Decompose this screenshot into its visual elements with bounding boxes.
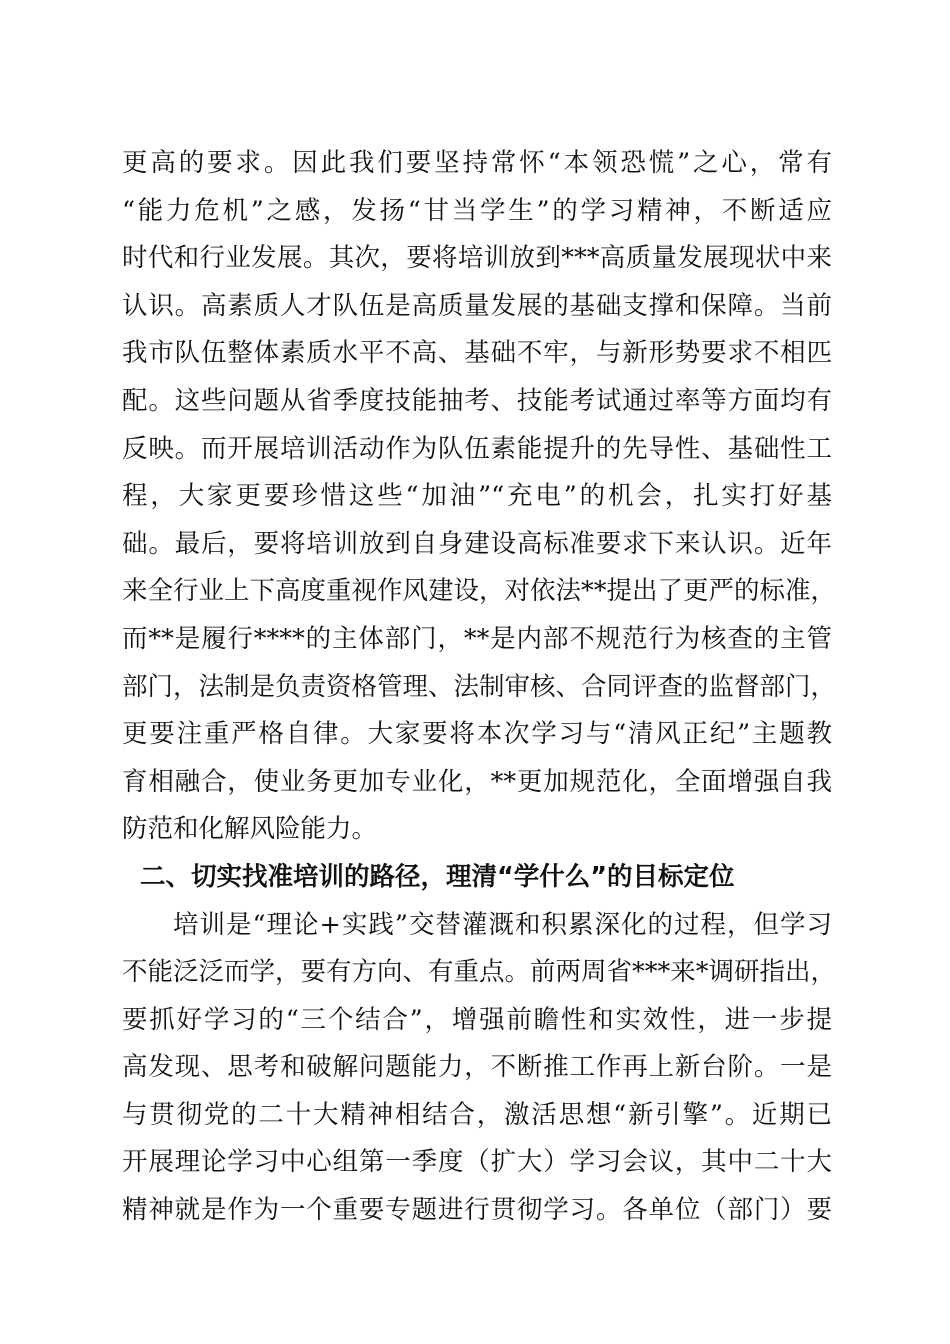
paragraph-line: 更要注重严格自律。大家要将本次学习与“清风正纪”主题教: [122, 719, 832, 750]
paragraph-line: 开展理论学习中心组第一季度（扩大）学习会议，其中二十大: [122, 1147, 832, 1178]
paragraph-line: 高发现、思考和破解问题能力，不断推工作再上新台阶。一是: [122, 1052, 832, 1083]
document-body: [122, 140, 837, 1235]
paragraph-line: 时代和行业发展。其次，要将培训放到***高质量发展现状中来: [122, 243, 832, 274]
paragraph-1: [122, 140, 837, 854]
paragraph-line: 培训是“理论+实践”交替灌溉和积累深化的过程，但学习: [173, 909, 832, 940]
paragraph-line: 防范和化解风险能力。: [122, 814, 378, 845]
paragraph-2: [122, 902, 837, 1235]
paragraph-line: 要抓好学习的“三个结合”，增强前瞻性和实效性，进一步提: [122, 1004, 832, 1035]
paragraph-line: 不能泛泛而学，要有方向、有重点。前两周省***来*调研指出，: [122, 957, 837, 988]
paragraph-line: 认识。高素质人才队伍是高质量发展的基础支撑和保障。当前: [122, 290, 832, 321]
paragraph-line: “能力危机”之感，发扬“甘当学生”的学习精神，不断适应: [122, 195, 832, 226]
paragraph-line: 与贯彻党的二十大精神相结合，激活思想“新引擎”。近期已: [122, 1099, 832, 1130]
paragraph-line: 我市队伍整体素质水平不高、基础不牢，与新形势要求不相匹: [122, 338, 832, 369]
paragraph-line: 来全行业上下高度重视作风建设，对依法**提出了更严的标准，: [122, 576, 837, 607]
section-heading: 二、切实找准培训的路径，理清“学什么”的目标定位: [140, 861, 735, 892]
paragraph-line: 配。这些问题从省季度技能抽考、技能考试通过率等方面均有: [122, 385, 832, 416]
paragraph-line: 础。最后，要将培训放到自身建设高标准要求下来认识。近年: [122, 528, 832, 559]
paragraph-line: 程，大家更要珍惜这些“加油”“充电”的机会，扎实打好基: [122, 481, 832, 512]
paragraph-line: 部门，法制是负责资格管理、法制审核、合同评查的监督部门，: [122, 671, 837, 702]
paragraph-line: 精神就是作为一个重要专题进行贯彻学习。各单位（部门）要: [122, 1195, 832, 1226]
paragraph-line: 育相融合，使业务更加专业化，**更加规范化，全面增强自我: [122, 766, 832, 797]
paragraph-line: 更高的要求。因此我们要坚持常怀“本领恐慌”之心，常有: [122, 148, 832, 178]
paragraph-line: 而**是履行****的主体部门，**是内部不规范行为核查的主管: [122, 623, 832, 654]
paragraph-line: 反映。而开展培训活动作为队伍素能提升的先导性、基础性工: [122, 433, 832, 464]
